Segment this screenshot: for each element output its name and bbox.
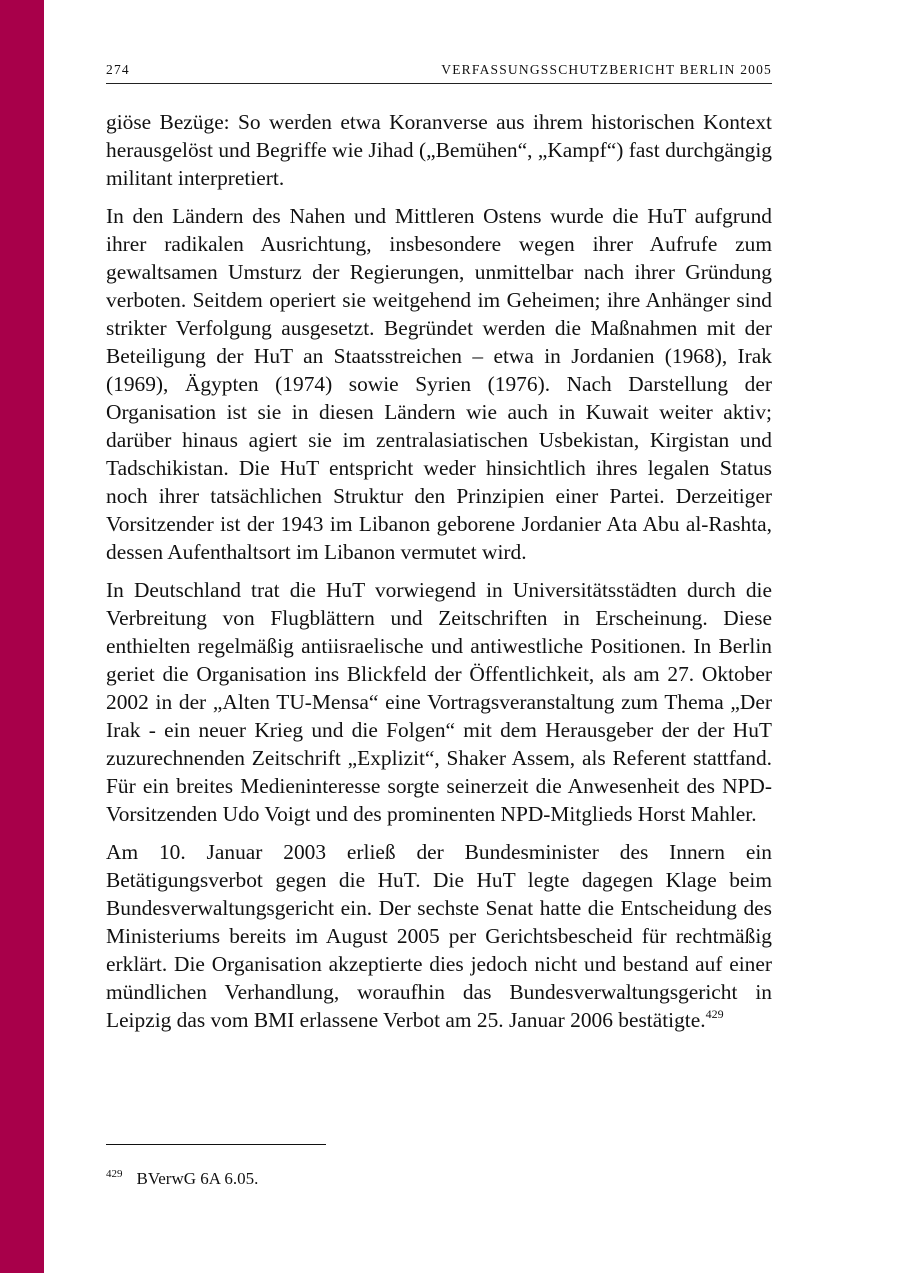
footnote-reference: 429 [705,1007,724,1021]
footnote-rule [106,1144,326,1145]
page-header [106,62,772,82]
body-text [106,108,772,1044]
header-rule [106,83,772,84]
paragraph-2: In den Ländern des Nahen und Mittleren Ostens wurde die HuT aufgrund ihrer radikalen Ausrichtung, insbesondere wegen ihrer Aufrufe zum gewaltsamen Umsturz der Regierungen, unmittelbar nach ihrer Gründung verboten. Seitdem operiert sie weitgehend im Geheimen; ihre Anhänger sind strikter Verfolgung ausgesetzt. Begründet werden die Maßnahmen mit der Beteiligung der HuT an Staatsstreichen – etwa in Jordanien (1968), Irak (1969), Ägypten (1974) sowie Syrien (1976). Nach Darstellung der Organisation ist sie in diesen Ländern wie auch in Kuwait weiter aktiv; darüber hinaus agiert sie im zentralasiatischen Usbekistan, Kirgistan und Tadschikistan. Die HuT entspricht weder hinsichtlich ihres legalen Status noch ihrer tatsächlichen Struktur den Prinzipien einer Partei. Derzeitiger Vorsitzender ist der 1943 im Libanon geborene Jordanier Ata Abu al-Rashta, dessen Aufenthaltsort im Libanon vermutet wird. [106,204,772,564]
paragraph-4-text: Am 10. Januar 2003 erließ der Bundesminister des Innern ein Betätigungsverbot gegen die HuT. Die HuT legte dagegen Klage beim Bundesverwaltungsgericht ein. Der sechste Senat hatte die Entscheidung des Ministeriums bereits im August 2005 per Gerichtsbescheid für rechtmäßig erklärt. Die Organisation akzeptierte dies jedoch nicht und bestand auf einer mündlichen Verhandlung, woraufhin das Bundesverwaltungsgericht in Leipzig das vom BMI erlassene Verbot am 25. Januar 2006 bestätigte. [106,840,772,1032]
paragraph-3: In Deutschland trat die HuT vorwiegend in Universitätsstädten durch die Verbreitung von Flugblättern und Zeitschriften in Erscheinung. Diese enthielten regelmäßig antiisraelische und antiwestliche Positionen. In Berlin geriet die Organisation ins Blickfeld der Öffentlichkeit, als am 27. Oktober 2002 in der „Alten TU-Mensa“ eine Vortragsveranstaltung zum Thema „Der Irak - ein neuer Krieg und die Folgen“ mit dem Herausgeber der der HuT zuzurechnenden Zeitschrift „Explizit“, Shaker Assem, als Referent stattfand. Für ein breites Medieninteresse sorgte seinerzeit die Anwesenheit des NPD-Vorsitzenden Udo Voigt und des prominenten NPD-Mitglieds Horst Mahler. [106,578,772,826]
paragraph-1: giöse Bezüge: So werden etwa Koranverse aus ihrem historischen Kontext herausgelöst und Begriffe wie Jihad („Bemühen“, „Kampf“) fast durchgängig militant interpretiert. [106,110,772,190]
side-color-bar [0,0,44,1273]
footnote [106,1163,258,1190]
footnote-mark: 429 [106,1168,123,1180]
footnote-text: BVerwG 6A 6.05. [136,1169,259,1188]
page-number: 274 [106,62,130,77]
running-title: VERFASSUNGSSCHUTZBERICHT BERLIN 2005 [441,62,772,77]
paragraph-4 [106,838,772,1034]
